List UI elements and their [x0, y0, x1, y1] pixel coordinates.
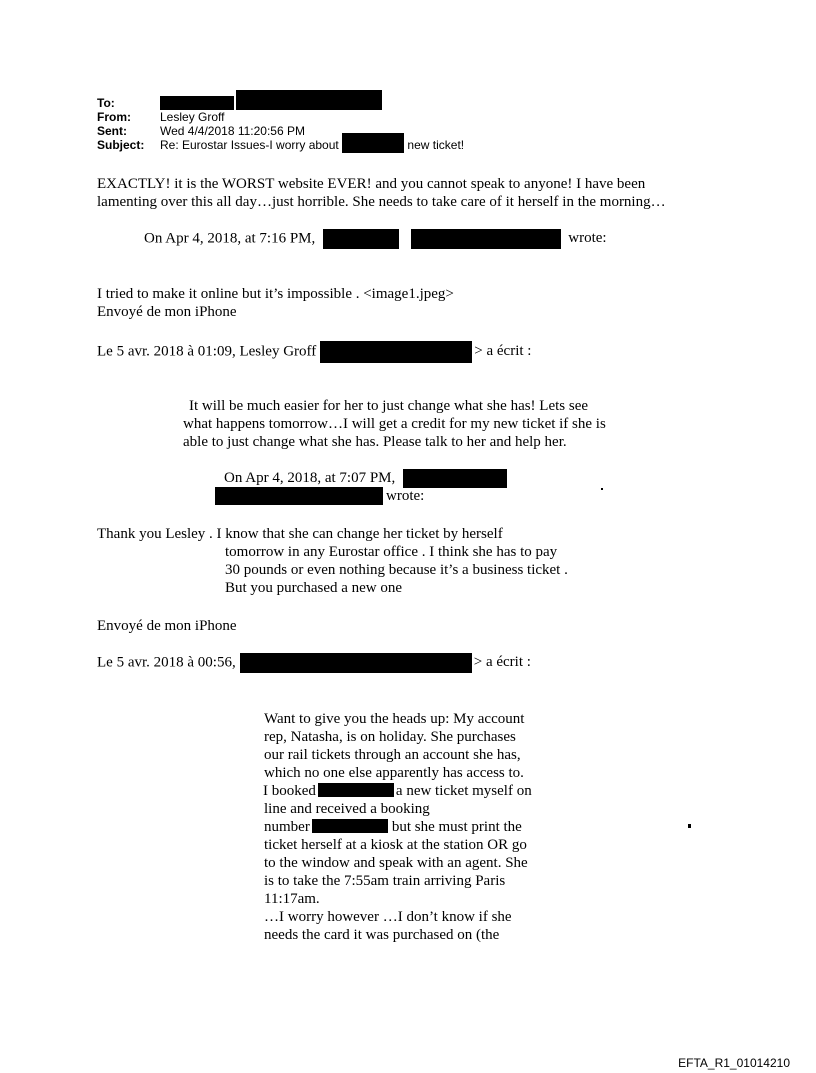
- body-line: is to take the 7:55am train arriving Paris: [264, 873, 506, 889]
- number-prefix: number: [264, 819, 310, 835]
- from-label: From:: [97, 110, 131, 124]
- redaction: [236, 90, 382, 110]
- sent-label: Sent:: [97, 124, 127, 138]
- body-line: EXACTLY! it is the WORST website EVER! and you cannot speak to anyone! I have been: [97, 176, 646, 192]
- body-line: needs the card it was purchased on (the: [264, 927, 500, 943]
- stray-mark: [688, 824, 691, 828]
- booked-prefix: I booked: [263, 783, 316, 799]
- quote-header: [144, 229, 607, 249]
- body-line: rep, Natasha, is on holiday. She purchases: [264, 729, 516, 745]
- redaction: [320, 341, 472, 363]
- body-line: lamenting over this all day…just horrible. She needs to take care of it herself in the morning…: [97, 194, 666, 210]
- signature: [97, 617, 237, 635]
- message-body: [97, 525, 503, 543]
- body-line: to the window and speak with an agent. She: [264, 855, 528, 871]
- redaction: [323, 229, 399, 249]
- quote-on-text: On Apr 4, 2018, at 7:16 PM,: [144, 230, 316, 247]
- body-line: Thank you Lesley . I know that she can change her ticket by herself: [97, 526, 503, 542]
- body-line: It will be much easier for her to just change what she has! Lets see: [189, 398, 589, 414]
- body-line: [263, 782, 532, 800]
- quote-header: [97, 341, 531, 363]
- redaction: [342, 133, 404, 153]
- signature-text: Envoyé de mon iPhone: [97, 618, 237, 634]
- message-body: [97, 285, 454, 321]
- redaction: [411, 229, 561, 249]
- quote-suffix: > a écrit :: [474, 343, 532, 360]
- body-line: which no one else apparently has access to.: [264, 765, 524, 781]
- body-line: ticket herself at a kiosk at the station OR go: [264, 837, 527, 853]
- document-id: EFTA_R1_01014210: [678, 1056, 790, 1070]
- quote-wrote: wrote:: [568, 230, 607, 247]
- body-line: I tried to make it online but it’s impossible . <image1.jpeg>: [97, 286, 454, 302]
- number-suffix: but she must print the: [391, 819, 522, 835]
- stray-mark: [601, 488, 603, 490]
- body-line: line and received a booking: [264, 801, 430, 817]
- redaction: [160, 96, 234, 110]
- body-line: what happens tomorrow…I will get a credit for my new ticket if she is: [183, 416, 606, 432]
- body-line: 30 pounds or even nothing because it’s a business ticket .: [225, 562, 568, 578]
- body-line: Envoyé de mon iPhone: [97, 304, 237, 320]
- quote-prefix: Le 5 avr. 2018 à 01:09, Lesley Groff: [97, 343, 317, 360]
- subject-label: Subject:: [97, 138, 145, 152]
- quote-wrote: wrote:: [386, 488, 425, 504]
- booked-suffix: a new ticket myself on: [395, 783, 532, 799]
- quote-on-text: On Apr 4, 2018, at 7:07 PM,: [224, 470, 396, 486]
- body-line: able to just change what she has. Please talk to her and help her.: [183, 434, 567, 450]
- body-line: But you purchased a new one: [225, 580, 403, 596]
- quote-suffix: > a écrit :: [473, 654, 531, 671]
- redaction: [318, 783, 394, 797]
- body-line: tomorrow in any Eurostar office . I think she has to pay: [225, 544, 558, 560]
- reply-body: [97, 175, 666, 211]
- body-line: our rail tickets through an account she has,: [264, 747, 521, 763]
- body-line: [264, 818, 532, 836]
- sent-value: Wed 4/4/2018 11:20:56 PM: [160, 124, 305, 138]
- quote-prefix: Le 5 avr. 2018 à 00:56,: [97, 654, 236, 671]
- redaction: [215, 487, 383, 505]
- quote-header: [97, 653, 531, 673]
- message-body: [183, 397, 606, 451]
- subject-suffix: new ticket!: [407, 138, 465, 152]
- redaction: [240, 653, 472, 673]
- message-body: [264, 710, 532, 944]
- redaction: [312, 819, 388, 833]
- message-body-continued: [225, 543, 568, 597]
- to-label: To:: [97, 96, 115, 110]
- body-line: 11:17am.: [264, 891, 320, 907]
- subject-prefix: Re: Eurostar Issues-I worry about: [160, 138, 339, 152]
- from-value: Lesley Groff: [160, 110, 225, 124]
- body-line: Want to give you the heads up: My account: [264, 711, 525, 727]
- body-line: …I worry however …I don’t know if she: [264, 909, 512, 925]
- redaction: [403, 469, 507, 488]
- quote-header: [224, 469, 507, 488]
